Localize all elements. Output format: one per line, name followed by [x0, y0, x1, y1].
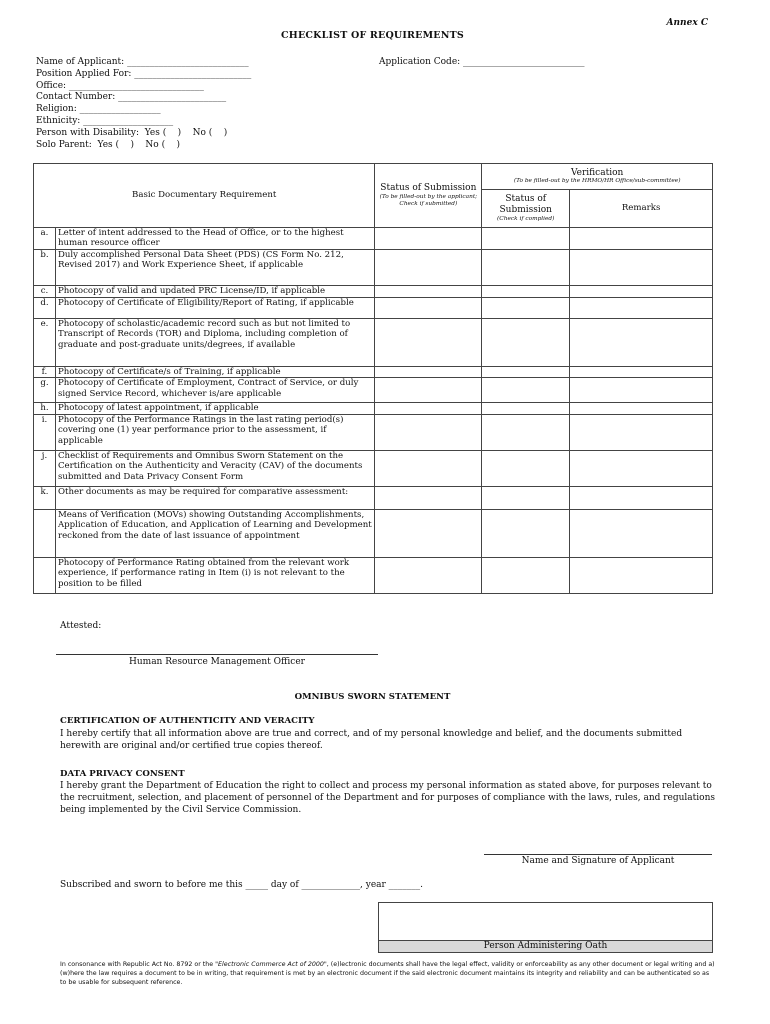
header-verification-note: (To be filled-out by the HRMO/HR Office/sub-committee)	[513, 178, 681, 185]
applicant-name-field[interactable]: Name of Applicant: ___________________________	[36, 57, 249, 67]
header-status-label: Status of Submission	[380, 183, 477, 193]
row-remarks-cell[interactable]	[570, 403, 713, 414]
row-verification-status-cell[interactable]	[482, 250, 570, 286]
row-status-cell[interactable]	[375, 509, 482, 557]
table-row	[34, 557, 713, 593]
hrmo-signature-line[interactable]	[56, 654, 378, 655]
row-status-cell[interactable]	[375, 250, 482, 286]
header-verification	[482, 164, 713, 190]
row-remarks-cell[interactable]	[570, 228, 713, 250]
table-row	[34, 486, 713, 509]
header-ver-status-note: (Check if complied)	[497, 216, 555, 222]
row-letter: i.	[34, 414, 56, 450]
row-verification-status-cell[interactable]	[482, 486, 570, 509]
religion-field[interactable]: Religion: __________________	[36, 104, 161, 115]
header-remarks: Remarks	[570, 190, 713, 228]
row-verification-status-cell[interactable]	[482, 450, 570, 486]
row-status-cell[interactable]	[375, 403, 482, 414]
row-requirement: Photocopy of Certificate of Eligibility/Report of Rating, if applicable	[55, 298, 374, 319]
requirements-table	[33, 163, 713, 594]
row-requirement: Means of Verification (MOVs) showing Outstanding Accomplishments, Application of Education, and Application of Learning and Development reckoned from the date of last issuance of appointment	[55, 509, 374, 557]
row-requirement: Photocopy of valid and updated PRC License/ID, if applicable	[55, 286, 374, 298]
row-verification-status-cell[interactable]	[482, 414, 570, 450]
cav-text: I hereby certify that all information above are true and correct, and of my personal knowledge and belief, and the documents submitted herewith are original and/or certified true copies thereof.	[60, 729, 683, 751]
header-ver-status-label: Status of Submission	[499, 194, 552, 215]
ethnicity-field[interactable]: Ethnicity: ____________________	[36, 115, 174, 126]
row-letter: j.	[34, 450, 56, 486]
row-requirement: Duly accomplished Personal Data Sheet (PDS) (CS Form No. 212, Revised 2017) and Work Experience Sheet, if applicable	[55, 250, 374, 286]
office-field[interactable]: Office: ______________________________	[36, 80, 204, 91]
row-status-cell[interactable]	[375, 286, 482, 298]
header-status-note: (To be filled-out by the applicant; Check if submitted)	[379, 194, 478, 207]
page-title: CHECKLIST OF REQUIREMENTS	[281, 30, 464, 41]
footnote	[60, 961, 715, 987]
row-status-cell[interactable]	[375, 378, 482, 403]
row-requirement: Photocopy of latest appointment, if applicable	[55, 403, 374, 414]
table-row	[34, 250, 713, 286]
row-remarks-cell[interactable]	[570, 319, 713, 367]
row-letter: e.	[34, 319, 56, 367]
row-letter: g.	[34, 378, 56, 403]
row-requirement: Photocopy of scholastic/academic record such as but not limited to Transcript of Records (TOR) and Diploma, including completion of graduate and post-graduate units/degrees, if available	[55, 319, 374, 367]
row-letter: k.	[34, 486, 56, 509]
row-remarks-cell[interactable]	[570, 414, 713, 450]
row-requirement: Other documents as may be required for comparative assessment:	[55, 486, 374, 509]
privacy-title: DATA PRIVACY CONSENT	[60, 769, 185, 779]
row-status-cell[interactable]	[375, 319, 482, 367]
row-letter: b.	[34, 250, 56, 286]
header-status-submission	[375, 164, 482, 228]
cav-title: CERTIFICATION OF AUTHENTICITY AND VERACITY	[60, 716, 315, 726]
privacy-text: I hereby grant the Department of Education the right to collect and process my personal information as stated above, for purposes relevant to the recruitment, selection, and placement of personnel of the Department and for purposes of compliance with the laws, rules, and regulations being implemented by the Civil Service Commission.	[60, 781, 716, 815]
row-requirement: Letter of intent addressed to the Head of Office, or to the highest human resource officer	[55, 228, 374, 250]
table-row	[34, 319, 713, 367]
oath-label: Person Administering Oath	[379, 940, 712, 952]
omnibus-title: OMNIBUS SWORN STATEMENT	[294, 692, 451, 702]
table-row	[34, 378, 713, 403]
oath-signature-box[interactable]	[378, 902, 713, 953]
hrmo-label: Human Resource Management Officer	[129, 657, 305, 667]
row-letter	[34, 557, 56, 593]
footnote-post: ", (e)lectronic documents shall have the legal effect, validity or enforceability as any other document or legal writing and a) (w)here the law requires a document to be in writing, that requirement is met by an electronic document if the said electronic document maintains its integrity and reliability and can be authenticated so as to be usable for subsequent reference.	[60, 961, 715, 986]
attested-label: Attested:	[60, 621, 102, 631]
row-verification-status-cell[interactable]	[482, 319, 570, 367]
row-requirement: Photocopy of Certificate of Employment, Contract of Service, or duly signed Service Record, whichever is/are applicable	[55, 378, 374, 403]
row-requirement: Photocopy of Performance Rating obtained from the relevant work experience, if performance rating in Item (i) is not relevant to the position to be filled	[55, 557, 374, 593]
table-row	[34, 228, 713, 250]
header-verification-label: Verification	[570, 167, 624, 178]
row-letter: d.	[34, 298, 56, 319]
row-verification-status-cell[interactable]	[482, 367, 570, 378]
row-letter: a.	[34, 228, 56, 250]
row-status-cell[interactable]	[375, 557, 482, 593]
row-verification-status-cell[interactable]	[482, 228, 570, 250]
row-status-cell[interactable]	[375, 486, 482, 509]
row-remarks-cell[interactable]	[570, 250, 713, 286]
table-row	[34, 298, 713, 319]
row-status-cell[interactable]	[375, 228, 482, 250]
table-row	[34, 414, 713, 450]
row-remarks-cell[interactable]	[570, 378, 713, 403]
row-remarks-cell[interactable]	[570, 486, 713, 509]
table-row	[34, 403, 713, 414]
row-status-cell[interactable]	[375, 450, 482, 486]
applicant-info	[36, 57, 251, 151]
row-requirement: Photocopy of Certificate/s of Training, if applicable	[55, 367, 374, 378]
application-code-field[interactable]: Application Code: ___________________________	[379, 57, 585, 67]
applicant-signature-label: Name and Signature of Applicant	[521, 856, 675, 866]
annex-label: Annex C	[666, 18, 708, 28]
position-field[interactable]: Position Applied For: __________________________	[36, 68, 252, 79]
row-verification-status-cell[interactable]	[482, 286, 570, 298]
contact-number-field[interactable]: Contact Number: ________________________	[36, 92, 227, 103]
row-remarks-cell[interactable]	[570, 298, 713, 319]
table-row	[34, 367, 713, 378]
row-remarks-cell[interactable]	[570, 367, 713, 378]
row-verification-status-cell[interactable]	[482, 509, 570, 557]
row-remarks-cell[interactable]	[570, 450, 713, 486]
table-row	[34, 450, 713, 486]
row-verification-status-cell[interactable]	[482, 298, 570, 319]
row-letter: h.	[34, 403, 56, 414]
table-row	[34, 509, 713, 557]
row-verification-status-cell[interactable]	[482, 557, 570, 593]
applicant-signature-line[interactable]	[484, 854, 712, 855]
row-verification-status-cell[interactable]	[482, 378, 570, 403]
row-verification-status-cell[interactable]	[482, 403, 570, 414]
table-row	[34, 286, 713, 298]
row-remarks-cell[interactable]	[570, 557, 713, 593]
requirements-body	[34, 228, 713, 594]
solo-parent-field[interactable]: Solo Parent: Yes ( ) No ( )	[36, 139, 181, 150]
footnote-pre: In consonance with Republic Act No. 8792 or the "	[60, 961, 219, 968]
row-letter: c.	[34, 286, 56, 298]
footnote-act: Electronic Commerce Act of 2000	[218, 961, 324, 968]
row-status-cell[interactable]	[375, 414, 482, 450]
subscribed-statement: Subscribed and sworn to before me this _____ day of _____________, year _______.	[60, 880, 424, 890]
row-requirement: Checklist of Requirements and Omnibus Sworn Statement on the Certification on the Authenticity and Veracity (CAV) of the documents submitted and Data Privacy Consent Form	[55, 450, 374, 486]
row-remarks-cell[interactable]	[570, 509, 713, 557]
header-ver-status	[482, 190, 570, 228]
row-letter	[34, 509, 56, 557]
row-letter: f.	[34, 367, 56, 378]
row-status-cell[interactable]	[375, 298, 482, 319]
header-basic-requirement: Basic Documentary Requirement	[34, 164, 375, 228]
row-remarks-cell[interactable]	[570, 286, 713, 298]
pwd-field[interactable]: Person with Disability: Yes ( ) No ( )	[36, 127, 228, 138]
row-status-cell[interactable]	[375, 367, 482, 378]
row-requirement: Photocopy of the Performance Ratings in the last rating period(s) covering one (1) year performance prior to the assessment, if applicable	[55, 414, 374, 450]
